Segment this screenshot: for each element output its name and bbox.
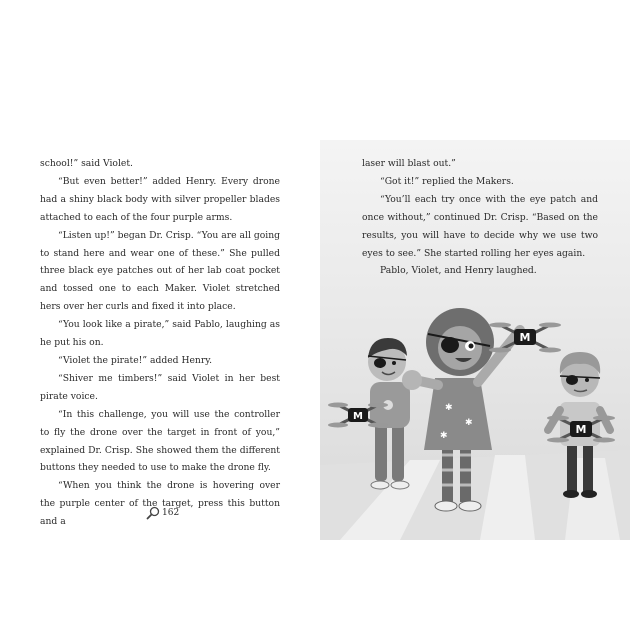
- paragraph: “But even better!” added Henry. Every drone had a shiny black body with silver propeller blades attached to each of the four purple arms.: [40, 175, 280, 223]
- paragraph: “Got it!” replied the Makers.: [380, 175, 514, 187]
- paragraph: “When you think the drone is hovering over the purple center of the target, press this button and a: [40, 480, 280, 528]
- drone-letter: M: [519, 331, 531, 344]
- paragraph: “You look like a pirate,” said Pablo, laughing as he put his on.: [40, 319, 280, 349]
- illustration: [320, 290, 630, 540]
- right-page-text: [362, 155, 598, 280]
- paragraph: “Listen up!” began Dr. Crisp. “You are all going to stand here and wear one of these.” She pulled three black eye patches out of her lab coat pocket and tossed one to each Maker. Violet stretched hers over her curls and fixed it into place.: [40, 229, 280, 313]
- drone-letter: M: [353, 411, 363, 422]
- paragraph: “Shiver me timbers!” said Violet in her best pirate voice.: [40, 372, 280, 402]
- paragraph: school!” said Violet.: [40, 158, 133, 169]
- paragraph: Pablo, Violet, and Henry laughed.: [380, 265, 537, 277]
- page-number: [146, 505, 179, 521]
- paragraph: “You’ll each try once with the eye patch and once without,” continued Dr. Crisp. “Based on the results, you will have to decide why we use two eyes to see.” She started rolling her eyes again.: [362, 193, 598, 259]
- right-page: [320, 0, 640, 640]
- paragraph: “In this challenge, you will use the controller to fly the drone over the target in front of you,” explained Dr. Crisp. She showed them the different buttons they needed to use to make the drone fly.: [40, 408, 280, 474]
- svg-text:✱: ✱: [465, 418, 473, 428]
- svg-text:✱: ✱: [440, 431, 448, 441]
- paragraph: “Violet the pirate!” added Henry.: [58, 354, 213, 366]
- magnifying-glass-icon: [146, 506, 160, 520]
- svg-text:✱: ✱: [445, 403, 453, 413]
- drone: [489, 323, 561, 353]
- drone-letter: M: [575, 423, 587, 436]
- left-page-text: [40, 155, 280, 531]
- page-number-text: 162: [162, 508, 180, 518]
- paragraph: laser will blast out.”: [362, 158, 456, 169]
